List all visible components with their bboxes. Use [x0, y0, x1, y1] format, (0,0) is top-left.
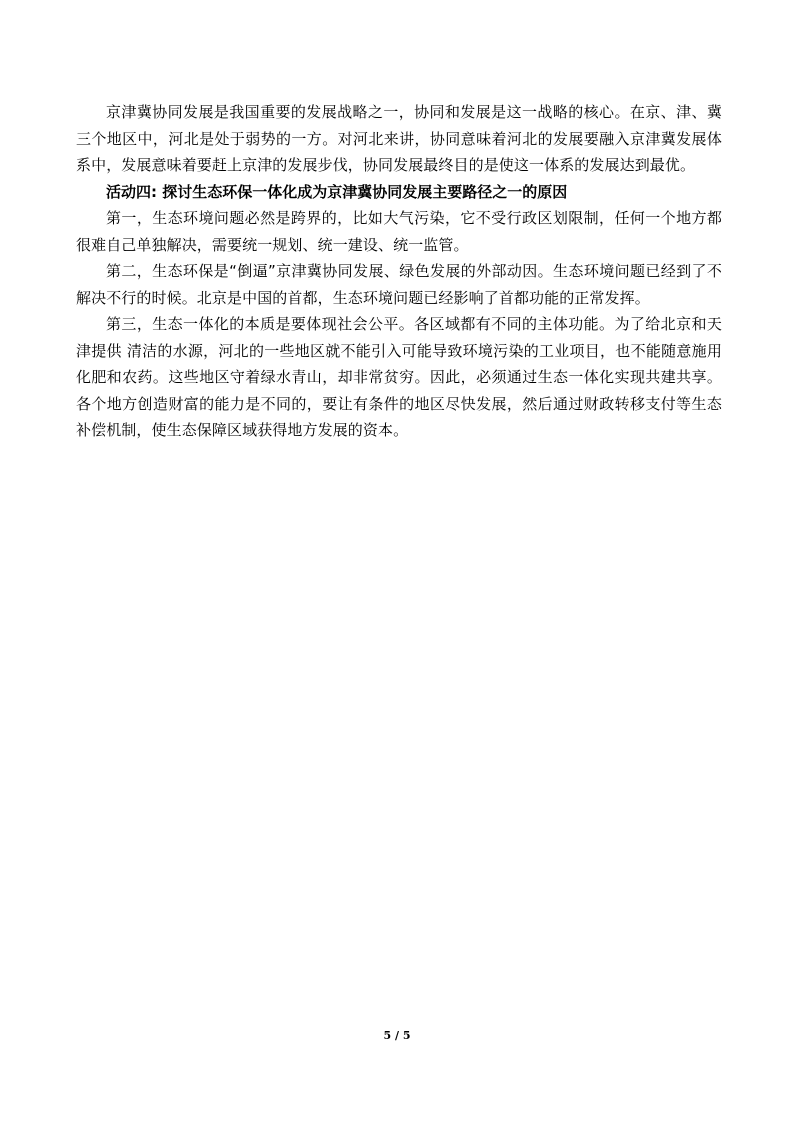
- paragraph-second-reason: 第二，生态环保是“倒逼”京津冀协同发展、绿色发展的外部动因。生态环境问题已经到了不解决不行的时候。北京是中国的首都，生态环境问题已经影响了首都功能的正常发挥。: [76, 262, 722, 307]
- section-heading: 活动四: 探讨生态环保一体化成为京津冀协同发展主要路径之一的原因: [106, 182, 568, 201]
- paragraph-third-reason: 第三，生态一体化的本质是要体现社会公平。各区域都有不同的主体功能。为了给北京和天津提供 清洁的水源，河北的一些地区就不能引入可能导致环境污染的工业项目，也不能随意施用化肥和农药。这些地区守着绿水青山，却非常贫穷。因此，必须通过生态一体化实现共建共享。各个地方创造财富的能力是不同的，要让有条件的地区尽快发展，然后通过财政转移支付等生态补偿机制，使生态保障区域获得地方发展的资本。: [76, 315, 722, 439]
- page-number: 5 / 5: [383, 1029, 411, 1042]
- paragraph-first-reason: 第一，生态环境问题必然是跨界的，比如大气污染，它不受行政区划限制，任何一个地方都很难自己单独解决，需要统一规划、统一建设、统一监管。: [76, 209, 722, 254]
- document-body: [76, 99, 722, 444]
- paragraph-intro: 京津冀协同发展是我国重要的发展战略之一，协同和发展是这一战略的核心。在京、津、冀三个地区中，河北是处于弱势的一方。对河北来讲，协同意味着河北的发展要融入京津冀发展体系中，发展意味着要赶上京津的发展步伐，协同发展最终目的是使这一体系的发展达到最优。: [76, 103, 722, 174]
